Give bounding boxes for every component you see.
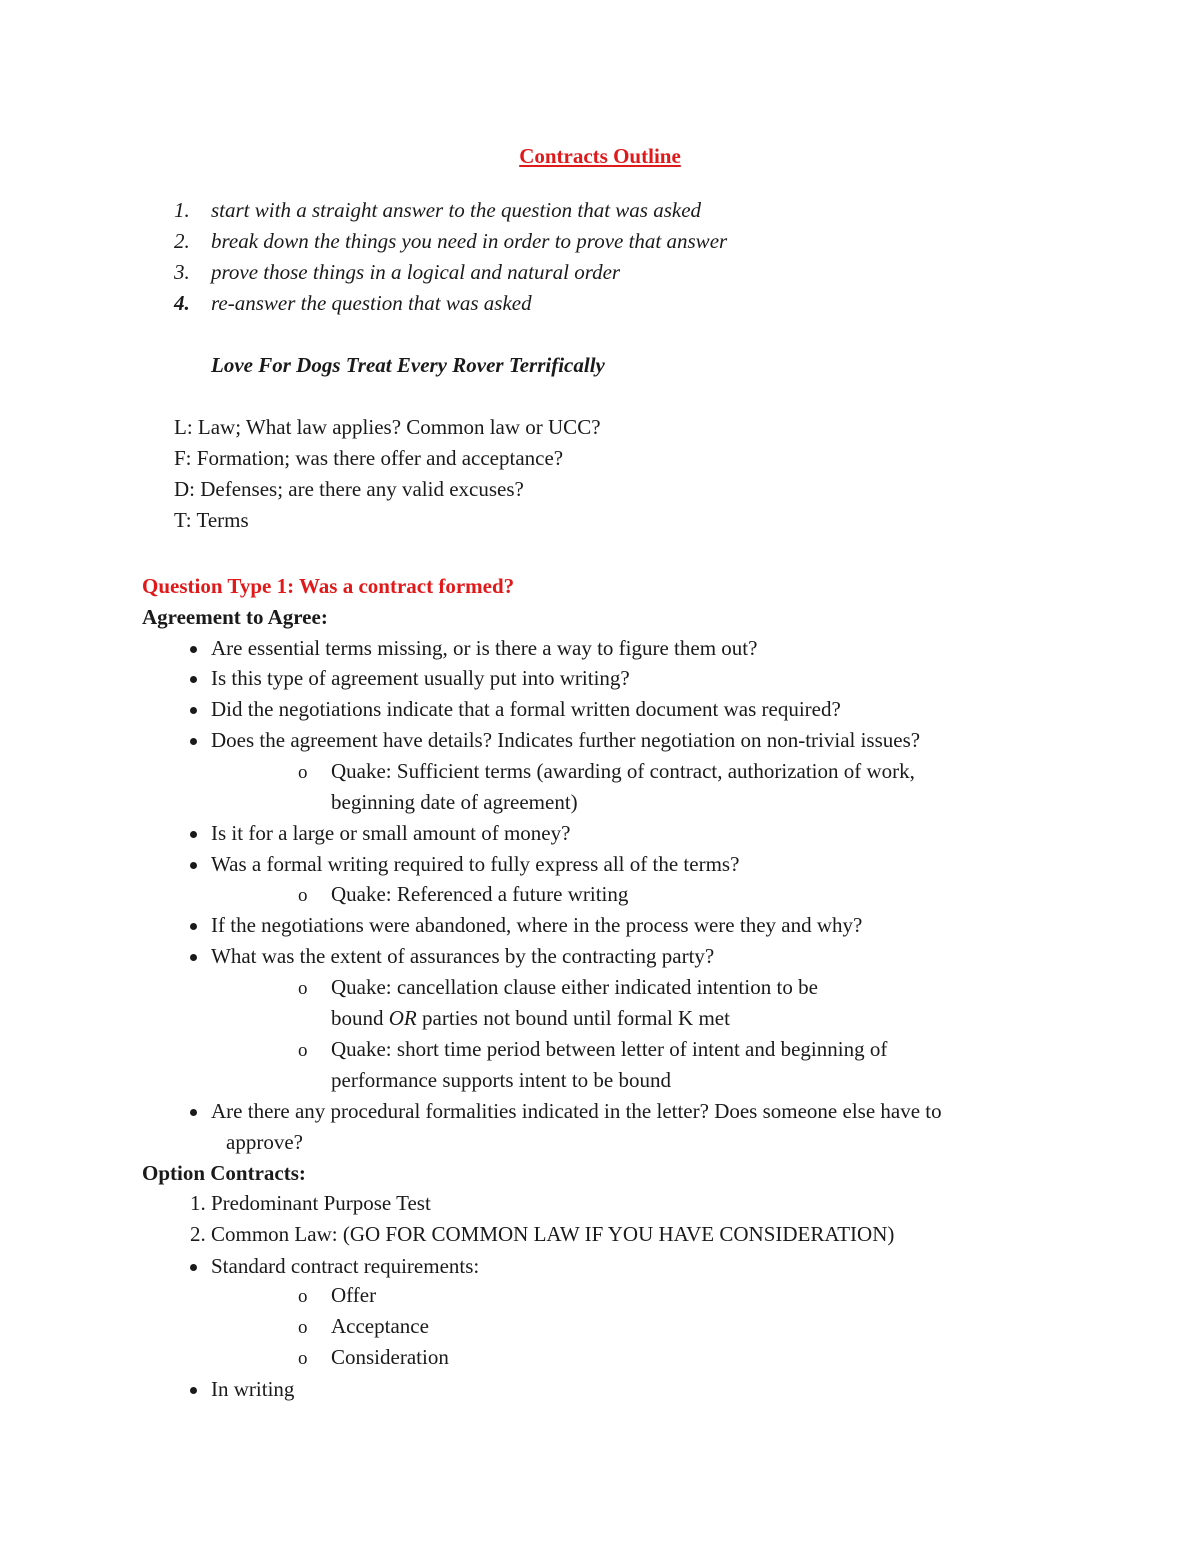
step-number: 4. bbox=[174, 291, 190, 315]
list-item: Is this type of agreement usually put into writing? bbox=[211, 666, 630, 690]
step-text: re-answer the question that was asked bbox=[211, 291, 532, 315]
list-item: Are essential terms missing, or is there a way to figure them out? bbox=[211, 636, 758, 660]
lfdt-line: F: Formation; was there offer and acceptance? bbox=[174, 446, 564, 470]
bullet-icon bbox=[190, 1264, 197, 1271]
sub-bullet-icon: o bbox=[298, 1348, 308, 1369]
section-heading: Agreement to Agree: bbox=[142, 605, 328, 629]
sub-item: Quake: short time period between letter of intent and beginning of bbox=[331, 1037, 888, 1061]
list-item: If the negotiations were abandoned, where in the process were they and why? bbox=[211, 913, 863, 937]
page-title: Contracts Outline bbox=[519, 144, 681, 168]
lfdt-line: T: Terms bbox=[174, 508, 249, 532]
sub-item-continued: beginning date of agreement) bbox=[331, 790, 578, 814]
step-number: 1. bbox=[174, 198, 190, 222]
lfdt-line: L: Law; What law applies? Common law or UCC? bbox=[174, 415, 601, 439]
item-number: 1. bbox=[190, 1191, 206, 1215]
step-text: prove those things in a logical and natural order bbox=[211, 260, 621, 284]
sub-item: Acceptance bbox=[331, 1314, 429, 1338]
bullet-icon bbox=[190, 862, 197, 869]
bullet-icon bbox=[190, 738, 197, 745]
step-text: break down the things you need in order to prove that answer bbox=[211, 229, 728, 253]
sub-item-continued bbox=[331, 1008, 730, 1029]
list-item-continued: approve? bbox=[226, 1130, 303, 1154]
bullet-icon bbox=[190, 954, 197, 961]
sub-bullet-icon: o bbox=[298, 762, 308, 783]
sub-item-text: bound bbox=[331, 1006, 384, 1030]
list-item: Did the negotiations indicate that a formal written document was required? bbox=[211, 697, 841, 721]
sub-item: Quake: Sufficient terms (awarding of contract, authorization of work, bbox=[331, 759, 915, 783]
bullet-icon bbox=[190, 646, 197, 653]
list-item: Was a formal writing required to fully express all of the terms? bbox=[211, 852, 740, 876]
question-heading: Question Type 1: Was a contract formed? bbox=[142, 574, 515, 598]
sub-bullet-icon: o bbox=[298, 885, 308, 906]
item-number: 2. bbox=[190, 1222, 206, 1246]
sub-bullet-icon: o bbox=[298, 978, 308, 999]
step-number: 3. bbox=[174, 260, 190, 284]
section-heading: Option Contracts: bbox=[142, 1161, 306, 1185]
bullet-icon bbox=[190, 1387, 197, 1394]
step-number: 2. bbox=[174, 229, 190, 253]
list-item: Are there any procedural formalities indicated in the letter? Does someone else have to bbox=[211, 1099, 942, 1123]
bullet-icon bbox=[190, 831, 197, 838]
list-item: Predominant Purpose Test bbox=[211, 1191, 431, 1215]
step-text: start with a straight answer to the question that was asked bbox=[211, 198, 702, 222]
bullet-icon bbox=[190, 923, 197, 930]
list-item: Does the agreement have details? Indicates further negotiation on non-trivial issues? bbox=[211, 728, 921, 752]
sub-item: Quake: cancellation clause either indicated intention to be bbox=[331, 975, 818, 999]
list-item: What was the extent of assurances by the contracting party? bbox=[211, 944, 715, 968]
emphasis-or: OR bbox=[388, 1006, 417, 1030]
list-item: Standard contract requirements: bbox=[211, 1254, 480, 1278]
bullet-icon bbox=[190, 676, 197, 683]
sub-bullet-icon: o bbox=[298, 1040, 308, 1061]
bullet-icon bbox=[190, 1109, 197, 1116]
mnemonic: Love For Dogs Treat Every Rover Terrifically bbox=[211, 353, 605, 377]
sub-item-continued: performance supports intent to be bound bbox=[331, 1068, 671, 1092]
sub-item: Quake: Referenced a future writing bbox=[331, 882, 629, 906]
lfdt-line: D: Defenses; are there any valid excuses? bbox=[174, 477, 524, 501]
list-item: Common Law: (GO FOR COMMON LAW IF YOU HAVE CONSIDERATION) bbox=[211, 1222, 895, 1246]
sub-bullet-icon: o bbox=[298, 1317, 308, 1338]
sub-item: Offer bbox=[331, 1283, 377, 1307]
sub-item-text: parties not bound until formal K met bbox=[422, 1006, 730, 1030]
list-item: Is it for a large or small amount of money? bbox=[211, 821, 571, 845]
sub-item: Consideration bbox=[331, 1345, 449, 1369]
sub-bullet-icon: o bbox=[298, 1286, 308, 1307]
bullet-icon bbox=[190, 707, 197, 714]
list-item: In writing bbox=[211, 1377, 295, 1401]
